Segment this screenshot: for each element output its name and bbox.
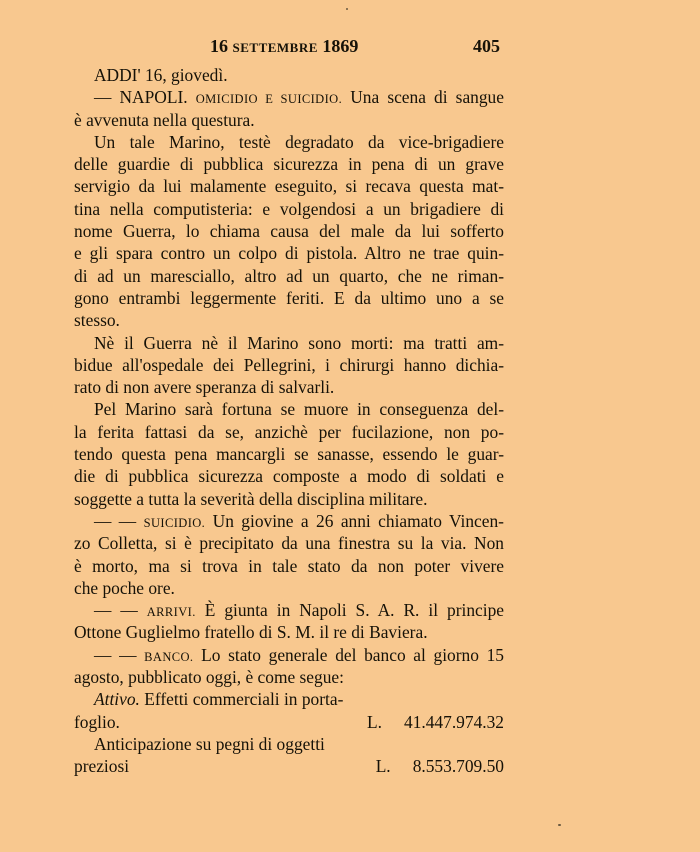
currency-symbol: L. [367, 711, 382, 732]
text-line: e gli spara contro un colpo di pistola. Altro ne trae quin- [74, 243, 504, 264]
text-line: servigio da lui malamente eseguito, si recava questa mat- [74, 176, 504, 197]
text-line: Ottone Guglielmo fratello di S. M. il re di Baviera. [74, 622, 428, 643]
article-lead-text: Una scena di sangue [350, 87, 504, 108]
page-number: 405 [473, 36, 500, 56]
article-dash: — — [94, 644, 137, 665]
article-lead-line [74, 599, 504, 621]
article-lead-text: Un giovine a 26 anni chiamato Vincen- [212, 510, 504, 531]
text-line: è avvenuta nella questura. [74, 109, 255, 130]
article-lead-line [74, 644, 504, 666]
text-line: Un tale Marino, testè degradato da vice-brigadiere [94, 131, 504, 152]
text-line: gono entrambi leggermente feriti. E da ultimo uno a se [74, 287, 504, 308]
ledger-item-text: Anticipazione su pegni di oggetti [94, 733, 325, 754]
ledger-item-text: foglio. [74, 711, 120, 732]
article-heading: ARRIVI. [146, 605, 196, 620]
ledger-amount: 8.553.709.50 [412, 756, 504, 777]
entry-date: ADDI' 16, giovedì. [94, 65, 228, 85]
currency-symbol: L. [375, 756, 391, 777]
text-line: die di pubblica sicurezza composte a modo di soldati e [74, 466, 504, 487]
text-line: rato di non avere speranza di salvarli. [74, 377, 335, 398]
article-dash: — — [94, 510, 137, 531]
text-line: Pel Marino sarà fortuna se muore in conseguenza del- [94, 399, 504, 420]
article-heading: BANCO. [144, 649, 194, 664]
text-line: Nè il Guerra nè il Marino sono morti: ma tratti am- [94, 332, 504, 353]
text-line: che poche ore. [74, 577, 175, 598]
text-line: tina nella computisteria: e volgendosi a un brigadiere di [74, 198, 504, 219]
ledger-row [74, 711, 504, 733]
text-line: nome Guerra, lo chiama causa del male da lui sofferto [74, 221, 504, 242]
article-heading: SUICIDIO. [143, 515, 206, 530]
header-year: 1869 [322, 36, 359, 56]
ledger-row [74, 755, 504, 777]
attivo-label: Attivo. [94, 689, 140, 710]
text-line: zo Colletta, si è precipitato da una finestra su la via. Non [74, 533, 504, 554]
article-heading: OMICIDIO E SUICIDIO. [195, 92, 343, 107]
ledger-amount: 41.447.974.32 [404, 711, 504, 732]
paper-speck [558, 824, 561, 826]
text-line: di ad un maresciallo, altro ad un quarto, che ne riman- [74, 265, 504, 286]
article-lead-text: Lo stato generale del banco al giorno 15 [201, 644, 505, 665]
text-line: soggette a tutta la severità della disciplina militare. [74, 488, 428, 509]
text-line: la ferita fattasi da se, anzichè per fucilazione, non po- [74, 421, 504, 442]
ledger-item-text: preziosi [74, 756, 130, 777]
paper-speck [346, 8, 348, 10]
ledger-value [376, 755, 504, 777]
attivo-line [74, 688, 504, 710]
article-lead-line [74, 86, 504, 108]
article-dash: — NAPOLI. [94, 87, 188, 108]
text-line: è morto, ma si trova in tale stato da non poter vivere [74, 555, 504, 576]
text-line: agosto, pubblicato oggi, è come segue: [74, 667, 344, 688]
article-lead-line [74, 510, 504, 532]
page-body [74, 64, 504, 778]
text-line: bidue all'ospedale dei Pellegrini, i chirurgi hanno dichia- [74, 354, 504, 375]
text-line: delle guardie di pubblica sicurezza in pena di un grave [74, 154, 504, 175]
text-line: tendo questa pena mancargli se sanasse, essendo le guar- [74, 444, 504, 465]
ledger-value [367, 711, 504, 733]
article-dash: — — [94, 600, 138, 621]
text-line: stesso. [74, 310, 120, 331]
header-month: SETTEMBRE [232, 40, 318, 55]
running-header [96, 36, 516, 60]
article-lead-text: È giunta in Napoli S. A. R. il principe [204, 600, 504, 621]
ledger-item-text: Effetti commerciali in porta- [144, 689, 344, 710]
header-day: 16 [210, 36, 228, 56]
header-date [210, 36, 358, 57]
